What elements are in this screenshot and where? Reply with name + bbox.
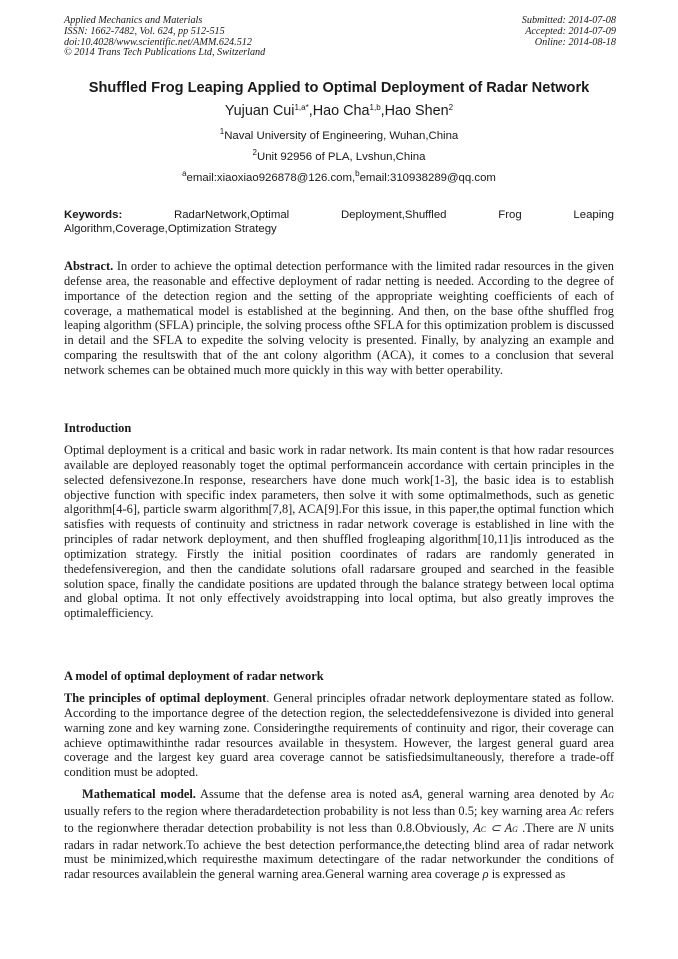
author-superscript: 1,b [369,103,381,112]
math-subscript: C [480,824,487,834]
author-emails [40,169,638,184]
math-var-n: N [577,820,586,835]
model-text: is expressed as [488,867,566,882]
affiliation-1 [40,127,638,142]
keyword-fragment: RadarNetwork,Optimal [173,209,290,221]
journal-doi: doi:10.4028/www.scientific.net/AMM.624.512 [64,36,252,48]
journal-info [64,16,265,59]
math-symbol: A [473,820,481,835]
keywords-line-2: Algorithm,Coverage,Optimization Strategy [64,223,277,236]
affiliation-superscript: 1 [219,127,225,136]
journal-issn: ISSN: 1662-7482, Vol. 624, pp 512-515 [64,25,225,37]
math-symbol: A [569,803,578,818]
keywords-line-1 [64,208,614,222]
math-subscript: G [608,791,614,800]
math-subset-relation [473,821,518,835]
author-name: ,Hao Shen [380,103,449,119]
abstract-paragraph [64,259,614,378]
email-b: email:310938289@qq.com [359,172,496,184]
model-text: usually refers to the region where theradardetection probability is not less than 0.5; key warning area [64,803,570,818]
date-accepted: Accepted: 2014-07-09 [525,25,616,37]
math-subscript: C [577,807,583,817]
email-superscript: a [182,169,187,178]
model-text: , general warning area denoted by [419,787,601,801]
date-online: Online: 2014-08-18 [534,36,616,48]
principles-text: . General principles ofradar network deploymentare stated as follow. According to the importance degree of the detection region, the selecteddefensivezone is divided into general warning zone and key warning zone. Consideringthe requirements of continuity and rigor, their coverage can achieve optimawithinthe radar resources available in thesystem. However, the largest general guard area coverage and the largest key guard area coverage cannot be satisfiedsimultaneously, therefore a trade-off condition must be adopted. [64,691,614,780]
model-text: refers to the regionwhere theradar detection probability is not less than 0.8.Obviously, [64,803,614,835]
abstract-label: Abstract. [64,259,114,273]
journal-name: Applied Mechanics and Materials [64,15,203,26]
affiliation-2 [40,148,638,163]
math-operator: ⊂ [486,820,505,835]
email-a: email:xiaoxiao926878@126.com, [186,172,356,184]
keyword-fragment: Leaping [573,209,614,221]
principles-paragraph [64,691,614,780]
author-name: ,Hao Cha [308,103,370,119]
paper-title: Shuffled Frog Leaping Applied to Optimal Deployment of Radar Network [88,80,590,96]
abstract-text: In order to achieve the optimal detection performance with the limited radar resources in the given defense area, the reasonable and effective deployment of radar netting is needed. According to the degree of importance of the detection region and the setting of the appropriate weighting coefficients of each of coverage, a mathematical model is established at the beginning. And then, on the base ofthe shuffled frog leaping algorithm (SFLA) principle, the solving process ofthe SFLA for this optimization problem is discussed in detail and the SFLA to expedite the solving velocity is presented. Finally, by analyzing an example and comparing the resultswith that of the ant colony algorithm (ACA), it comes to a conclusion that several network schemes can be obtained much more quickly in this way with better operability. [64,259,614,377]
model-text: Assume that the defense area is noted as [195,787,412,801]
model-text: .There are [517,820,578,835]
model-label: Mathematical model. [82,787,196,801]
affiliation-text: Unit 92956 of PLA, Lvshun,China [257,151,426,163]
math-var-ac [570,804,583,818]
model-section-heading: A model of optimal deployment of radar network [64,669,324,683]
math-symbol: A [600,787,609,801]
introduction-paragraph: Optimal deployment is a critical and basic work in radar network. Its main content is that how radar resources available are deployed reasonably toget the optimal performancein accordance with certain principles in the selected defensivezone.In response, researchers have done much work[1-3], the basic idea is to establish objective function with specific index parameters, then solve it with some optimalmethods, such as genetic algorithm[4-6], particle swarm algorithm[7,8], ACA[9].For this issue, in this paper,the optimal function which satisfies with requests of continuity and strictness in radar network coverage is established in line with the principles of radar network deployment, and then shuffled frogleaping algorithm[10,11]is introduced as the optimization strategy. Firstly the initial position coordinates of radars are randomly generated in thedefensiveregion, and then the candidate solutions ofall radarsare grouped and searched in the feasible solution space, finally the candidate positions are updated through the balance strategy between local optima and global optima. It not only effectively avoidstrapping into local optima, but also greatly improves the optimalefficiency. [64,443,614,621]
math-var-ag [601,787,614,801]
author-name: Yujuan Cui [224,103,295,119]
keywords-label: Keywords: [64,209,123,221]
email-superscript: b [355,169,360,178]
keywords-block [64,208,614,237]
math-subscript: G [512,824,518,834]
journal-copyright: © 2014 Trans Tech Publications Ltd, Switzerland [64,47,266,59]
introduction-heading: Introduction [64,421,132,435]
date-submitted: Submitted: 2014-07-08 [521,15,616,26]
math-var-a: A [411,787,420,801]
math-var-rho: ρ [482,867,489,882]
affiliation-superscript: 2 [252,148,257,157]
author-line [40,103,638,119]
model-text: units radars in radar network.To achieve the best detection performance,the detecting blind area of radar network must be minimized,which requiresthe maximum detectingare of the radar networkunder the conditions of radar resources availablein the general warning area.General warning area coverage [64,820,615,882]
mathematical-model-paragraph [64,787,614,882]
keyword-fragment: Frog [498,209,522,221]
submission-dates [522,16,616,48]
author-superscript: 1,a* [294,103,309,112]
principles-label: The principles of optimal deployment [64,691,267,705]
author-superscript: 2 [448,103,454,112]
affiliation-text: Naval University of Engineering, Wuhan,China [224,130,459,142]
keyword-fragment: Deployment,Shuffled [340,209,447,221]
math-symbol: A [504,820,513,835]
